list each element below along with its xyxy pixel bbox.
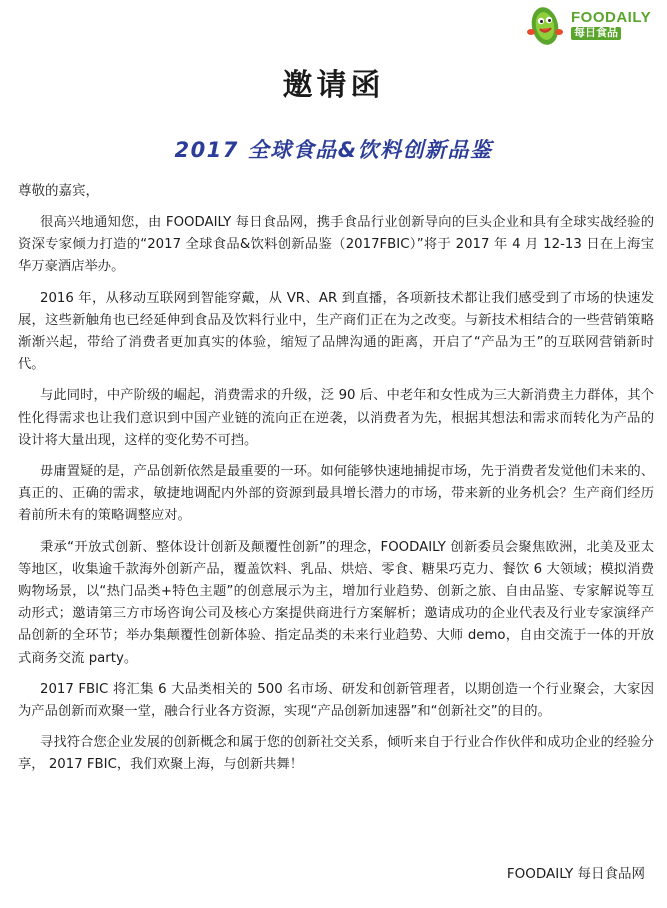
bean-mascot-icon bbox=[521, 2, 569, 48]
foodaily-logo bbox=[521, 2, 653, 48]
paragraph-6: 2017 FBIC 将汇集 6 大品类相关的 500 名市场、研发和创新管理者，以期创造一个行业聚会，大家因为产品创新而欢聚一堂，融合行业各方资源，实现“产品创新加速器”和“创新社交”的目的。 bbox=[18, 681, 654, 720]
page-title: 邀请函 bbox=[282, 68, 385, 103]
paragraph-5: 秉承“开放式创新、整体设计创新及颠覆性创新”的理念，FOODAILY 创新委员会聚焦欧洲，北美及亚太等地区，收集逾千款海外创新产品，覆盖饮料、乳品、烘焙、零食、糖果巧克力、餐饮 6 大领域；模拟消费购物场景，以“热门品类+特色主题”的创意展示为主，增加行业趋势、创新之旅、自由品鉴、专家解说等互动形式；邀请第三方市场咨询公司及核心方案提供商进行方案解析；邀请成功的企业代表及行业专家演绎产品创新的全环节；举办集颠覆性创新体验、指定品类的未来行业趋势、大师 demo，自由交流于一体的开放式商务交流 party。 bbox=[18, 539, 654, 666]
paragraph-2: 2016 年，从移动互联网到智能穿戴，从 VR、AR 到直播，各项新技术都让我们感受到了市场的快速发展，这些新触角也已经延伸到食品及饮料行业中，生产商们正在为之改变。与新技术相结合的一些营销策略渐渐兴起，带给了消费者更加真实的体验，缩短了品牌沟通的距离，开启了“产品为王”的互联网营销新时代。 bbox=[18, 290, 654, 373]
paragraph-4: 毋庸置疑的是，产品创新依然是最重要的一环。如何能够快速地捕捉市场，先于消费者发觉他们未来的、真正的、正确的需求，敏捷地调配内外部的资源到最具增长潜力的市场，带来新的业务机会？生产商们经历着前所未有的策略调整应对。 bbox=[18, 464, 654, 524]
salutation: 尊敬的嘉宾， bbox=[18, 183, 99, 199]
signature: FOODAILY 每日食品网 bbox=[506, 866, 645, 882]
logo-brand-text: FOODAILY bbox=[571, 9, 652, 26]
page-subtitle: 2017 全球食品&饮料创新品鉴 bbox=[174, 138, 493, 162]
paragraph-3: 与此同时，中产阶级的崛起，消费需求的升级，泛 90 后、中老年和女性成为三大新消费主力群体，其个性化得需求也让我们意识到中国产业链的流向正在逆袭，以消费者为先，根据其想法和需求而转化为产品的设计将大量出现，这样的变化势不可挡。 bbox=[18, 388, 654, 448]
letter-body bbox=[18, 180, 654, 786]
paragraph-1: 很高兴地通知您，由 FOODAILY 每日食品网，携手食品行业创新导向的巨头企业和具有全球实战经验的资深专家倾力打造的“2017 全球食品&饮料创新品鉴（2017FBIC）”将于 2017 年 4 月 12-13 日在上海宝华万豪酒店举办。 bbox=[18, 215, 654, 275]
logo-brand-cn-text: 每日食品 bbox=[571, 27, 621, 40]
logo-wordmark bbox=[571, 10, 651, 40]
paragraph-7: 寻找符合您企业发展的创新概念和属于您的创新社交关系，倾听来自于行业合作伙伴和成功企业的经验分享， 2017 FBIC，我们欢聚上海，与创新共舞！ bbox=[18, 735, 654, 773]
